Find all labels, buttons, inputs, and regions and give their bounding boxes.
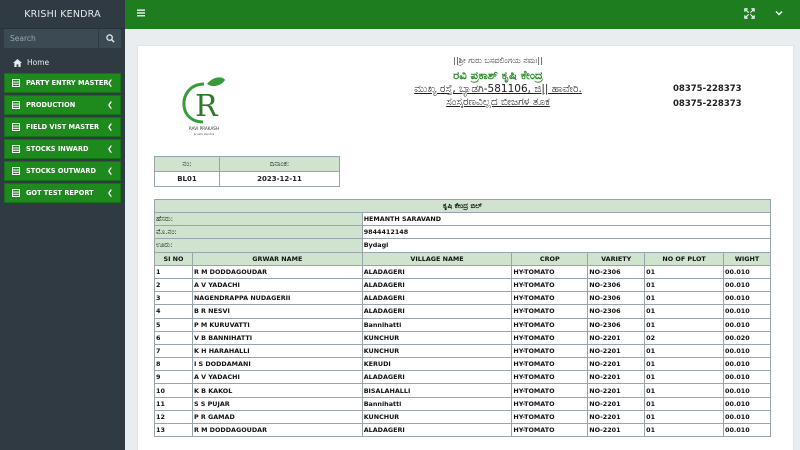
village-name-cell: KUNCHUR [362,344,512,357]
hamburger-menu-icon[interactable] [136,8,146,18]
place-label: ಊರು: [155,239,363,252]
grower-name-cell: P M KURUVATTI [192,318,362,331]
si-no-cell: 7 [155,344,193,357]
si-no-cell: 11 [155,397,193,410]
no-of-plot-cell: 01 [645,397,724,410]
village-name-cell: KUNCHUR [362,331,512,344]
grower-name-cell: R M DODDAGOUDAR [192,265,362,278]
shop-address: ಮುಖ್ಯ ರಸ್ತೆ, ಬ್ಯಾಡಗಿ-581106, ಜಿ|| ಹಾವೇರಿ. [414,83,582,95]
no-of-plot-cell: 01 [645,318,724,331]
phone-2: 08375-228373 [673,99,742,109]
table-icon [11,123,20,132]
bill-date-value: 2023-12-11 [220,172,340,187]
sidebar-item-label: PARTY ENTRY MASTER [26,79,109,87]
column-header: VILLAGE NAME [362,252,512,265]
crop-cell: HY-TOMATO [512,344,588,357]
grower-name-cell: S S PUJAR [192,397,362,410]
weight-cell: 00.020 [724,331,771,344]
variety-cell: NO-2201 [588,358,645,371]
sidebar-item-label: Home [27,58,50,67]
si-no-cell: 6 [155,331,193,344]
phone-1: 08375-228373 [673,84,742,94]
sidebar-item-label: PRODUCTION [26,101,76,109]
variety-cell: NO-2201 [588,410,645,423]
chevron-left-icon: ❮ [107,123,113,131]
mobile-label: ಮೊ.ನಂ: [155,226,363,239]
sidebar [0,0,125,450]
table-row [155,318,771,331]
table-row [155,265,771,278]
search-button[interactable] [98,29,121,48]
si-no-cell: 13 [155,424,193,437]
variety-cell: NO-2201 [588,331,645,344]
grower-name-cell: K B KAKOL [192,384,362,397]
sidebar-item-party-entry-master[interactable] [4,73,121,93]
variety-cell: NO-2306 [588,318,645,331]
crop-cell: HY-TOMATO [512,397,588,410]
table-icon [11,189,20,198]
village-name-cell: ALADAGERI [362,292,512,305]
variety-cell: NO-2201 [588,344,645,357]
no-of-plot-cell: 01 [645,278,724,291]
chevron-left-icon: ❮ [107,145,113,153]
village-name-cell: ALADAGERI [362,424,512,437]
weight-cell: 00.010 [724,384,771,397]
variety-cell: NO-2306 [588,292,645,305]
si-no-cell: 1 [155,265,193,278]
chevron-left-icon: ❮ [107,79,113,87]
village-name-cell: ALADAGERI [362,265,512,278]
grower-name-cell: B R NESVI [192,305,362,318]
variety-cell: NO-2201 [588,371,645,384]
village-name-cell: KUNCHUR [362,410,512,423]
crop-cell: HY-TOMATO [512,384,588,397]
weight-cell: 00.010 [724,344,771,357]
village-name-cell: BISALAHALLI [362,384,512,397]
si-no-cell: 4 [155,305,193,318]
table-header-row [155,252,771,265]
bill-title: ಕೃಷಿ ಕೇಂದ್ರ ಬಿಲ್ [155,200,771,213]
crop-cell: HY-TOMATO [512,278,588,291]
bill-subtitle: ಸಂಸ್ಕರಣವಿಲ್ಲದ ಬೀಜಗಳ ತೂಕ [446,96,550,108]
sidebar-item-label: STOCKS OUTWARD [26,167,96,175]
weight-cell: 00.010 [724,371,771,384]
village-name-cell: Bannihatti [362,397,512,410]
si-no-cell: 8 [155,358,193,371]
weight-cell: 00.010 [724,305,771,318]
sidebar-item-label: STOCKS INWARD [26,145,89,153]
search-icon [106,34,115,43]
weight-cell: 00.010 [724,358,771,371]
grower-name-cell: NAGENDRAPPA NUDAGERII [192,292,362,305]
bill-meta-table [154,156,340,187]
table-row [155,371,771,384]
weight-cell: 00.010 [724,424,771,437]
bill-header [338,55,658,109]
table-row [155,424,771,437]
shop-name: ರವಿ ಪ್ರಕಾಶ್ ಕೃಷಿ ಕೇಂದ್ರ [453,68,543,82]
fullscreen-icon[interactable] [744,8,755,19]
no-of-plot-cell: 01 [645,410,724,423]
bill-document [137,45,794,450]
table-icon [11,101,20,110]
no-of-plot-cell: 01 [645,265,724,278]
chevron-left-icon: ❮ [107,101,113,109]
si-no-cell: 2 [155,278,193,291]
village-name-cell: ALADAGERI [362,305,512,318]
customer-name-label: ಹೆಸರು: [155,213,363,226]
grower-name-cell: V B BANNIHATTI [192,331,362,344]
variety-cell: NO-2306 [588,265,645,278]
weight-cell: 00.010 [724,397,771,410]
crop-cell: HY-TOMATO [512,265,588,278]
weight-cell: 00.010 [724,278,771,291]
table-icon [11,167,20,176]
table-row [155,410,771,423]
sidebar-item-production[interactable] [4,95,121,115]
table-row [155,358,771,371]
variety-cell: NO-2201 [588,384,645,397]
table-row [155,344,771,357]
crop-cell: HY-TOMATO [512,292,588,305]
bill-no-label: ನಂ: [155,157,220,172]
crop-cell: HY-TOMATO [512,331,588,344]
no-of-plot-cell: 02 [645,331,724,344]
table-row [155,292,771,305]
column-header: NO OF PLOT [645,252,724,265]
grower-name-cell: A V YADACHI [192,371,362,384]
grower-name-cell: A V YADACHI [192,278,362,291]
variety-cell: NO-2201 [588,424,645,437]
brand-title[interactable]: KRISHI KENDRA [0,0,125,29]
no-of-plot-cell: 01 [645,384,724,397]
table-row [155,331,771,344]
chevron-left-icon: ❮ [107,167,113,175]
chevron-down-icon[interactable] [774,8,784,18]
column-header: GRWAR NAME [192,252,362,265]
sidebar-item-stocks-inward[interactable] [4,139,121,159]
column-header: VARIETY [588,252,645,265]
invocation-line: ||ಶ್ರೀ ಗುರು ಬಸವಲಿಂಗಯ ನಮಃ|| [453,56,543,65]
grower-name-cell: I S DODDAMANI [192,358,362,371]
sidebar-item-field-vist-master[interactable] [4,117,121,137]
weight-cell: 00.010 [724,410,771,423]
village-name-cell: ALADAGERI [362,371,512,384]
variety-cell: NO-2201 [588,397,645,410]
grower-name-cell: P R GAMAD [192,410,362,423]
table-row [155,305,771,318]
crop-cell: HY-TOMATO [512,358,588,371]
si-no-cell: 3 [155,292,193,305]
village-name-cell: KERUDI [362,358,512,371]
sidebar-item-stocks-outward[interactable] [4,161,121,181]
column-header: CROP [512,252,588,265]
main-content [125,29,800,450]
crop-cell: HY-TOMATO [512,318,588,331]
village-name-cell: ALADAGERI [362,278,512,291]
no-of-plot-cell: 01 [645,344,724,357]
table-row [155,384,771,397]
weight-cell: 00.010 [724,292,771,305]
crop-cell: HY-TOMATO [512,410,588,423]
search-input[interactable] [4,29,98,48]
crop-cell: HY-TOMATO [512,424,588,437]
table-row [155,397,771,410]
place-value: Bydagi [362,239,770,252]
svg-text:RAVI PRAKASH: RAVI PRAKASH [188,126,220,131]
top-navbar [125,0,800,29]
sidebar-search [4,29,121,48]
no-of-plot-cell: 01 [645,305,724,318]
column-header: SI NO [155,252,193,265]
no-of-plot-cell: 01 [645,358,724,371]
home-icon [13,59,22,67]
mobile-value: 9844412148 [362,226,770,239]
variety-cell: NO-2306 [588,278,645,291]
crop-cell: HY-TOMATO [512,371,588,384]
grower-name-cell: R M DODDAGOUDAR [192,424,362,437]
crop-cell: HY-TOMATO [512,305,588,318]
bill-date-label: ದಿನಾಂಕ: [220,157,340,172]
no-of-plot-cell: 01 [645,292,724,305]
si-no-cell: 12 [155,410,193,423]
variety-cell: NO-2306 [588,305,645,318]
grower-name-cell: K H HARAHALLI [192,344,362,357]
column-header: WIGHT [724,252,771,265]
si-no-cell: 10 [155,384,193,397]
bill-table [154,199,771,437]
weight-cell: 00.010 [724,318,771,331]
svg-text:krushi kendra: krushi kendra [193,132,215,136]
sidebar-item-home[interactable] [0,54,125,71]
customer-name-value: HEMANTH SARAVAND [362,213,770,226]
table-icon [11,79,20,88]
no-of-plot-cell: 01 [645,424,724,437]
table-icon [11,145,20,154]
sidebar-item-got-test-report[interactable] [4,183,121,203]
weight-cell: 00.010 [724,265,771,278]
phone-numbers [673,82,742,112]
svg-text:R: R [195,89,218,124]
ravi-prakash-logo [179,74,229,138]
sidebar-item-label: FIELD VIST MASTER [26,123,100,131]
si-no-cell: 9 [155,371,193,384]
chevron-left-icon: ❮ [107,189,113,197]
sidebar-item-label: GOT TEST REPORT [26,189,94,197]
si-no-cell: 5 [155,318,193,331]
bill-no-value: BL01 [155,172,220,187]
no-of-plot-cell: 01 [645,371,724,384]
village-name-cell: Bannihatti [362,318,512,331]
table-row [155,278,771,291]
